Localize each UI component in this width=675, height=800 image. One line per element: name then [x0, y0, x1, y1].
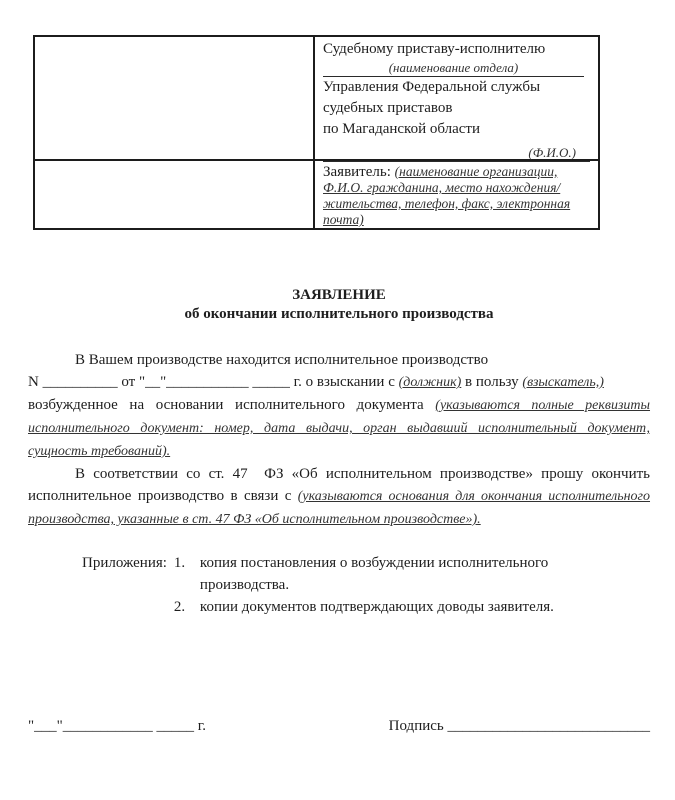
title-line-2: об окончании исполнительного производства [184, 306, 494, 322]
header-table [33, 35, 600, 230]
attachment-number: 1. [173, 555, 186, 571]
in-favor-text: в пользу [465, 374, 519, 390]
case-intro-text: В Вашем производстве находится исполнительное производство [75, 352, 489, 368]
recipient-line-2: Управления Федеральной службы [323, 79, 541, 95]
paragraph-case-info [28, 349, 650, 463]
document-body [28, 349, 650, 531]
applicant-label: Заявитель: [323, 164, 391, 180]
applicant-details-hint: (наименование организации, Ф.И.О. гражданина, место нахождения/жительства, телефон, факс, электронная почта) [323, 164, 571, 227]
grounds-hint: (указываются основания для окончания исполнительного производства, указанные в ст. 47 ФЗ «Об исполнительном производстве»). [28, 489, 651, 527]
attachment-number: 2. [173, 599, 186, 615]
signature-label: Подпись [388, 718, 444, 734]
recipient-line-4: по Магаданской области [323, 121, 481, 137]
header-row-recipient [35, 37, 598, 161]
empty-cell [35, 161, 315, 228]
attachments-label: Приложения: [82, 555, 167, 571]
department-blank-line [323, 60, 584, 77]
document-details-hint: (указываются полные реквизиты исполнительного документ: номер, дата выдачи, орган выдавший исполнительный документ, сущность требований). [28, 398, 651, 459]
attachment-item [174, 552, 575, 596]
attachment-text: копии документов подтверждающих доводы заявителя. [199, 599, 554, 615]
recipient-line-3: судебных приставов [323, 100, 453, 116]
case-number-line: N __________ от "__"___________ _____ г. о взыскании с [28, 374, 395, 390]
attachment-text: копия постановления о возбуждении исполнительного производства. [199, 555, 549, 593]
fio-blank-line [323, 145, 590, 162]
initiated-text: возбужденное на основании исполнительного документа [28, 397, 424, 413]
empty-cell [35, 37, 315, 159]
claimant-hint: (взыскатель,) [522, 375, 604, 390]
attachments-list [174, 552, 575, 618]
header-row-applicant [35, 161, 598, 228]
signature-blank-line: ___________________________ [447, 718, 650, 734]
document-title [28, 286, 650, 324]
debtor-hint: (должник) [398, 375, 462, 390]
recipient-cell [315, 37, 598, 159]
title-line-1: ЗАЯВЛЕНИЕ [292, 287, 386, 303]
request-text: В соответствии со ст. 47 ФЗ «Об исполнительном производстве» прошу окончить исполнительное производство в связи с [28, 466, 650, 504]
signature-block [389, 718, 650, 735]
fio-hint: (Ф.И.О.) [528, 145, 576, 160]
recipient-line-1: Судебному приставу-исполнителю [323, 41, 546, 57]
attachments-section [82, 552, 650, 618]
department-hint: (наименование отдела) [388, 60, 519, 75]
applicant-cell [315, 161, 598, 228]
paragraph-request [28, 463, 650, 531]
footer-row [28, 718, 650, 735]
attachment-item [174, 596, 575, 618]
date-blank-line: "___"____________ _____ г. [28, 718, 206, 734]
